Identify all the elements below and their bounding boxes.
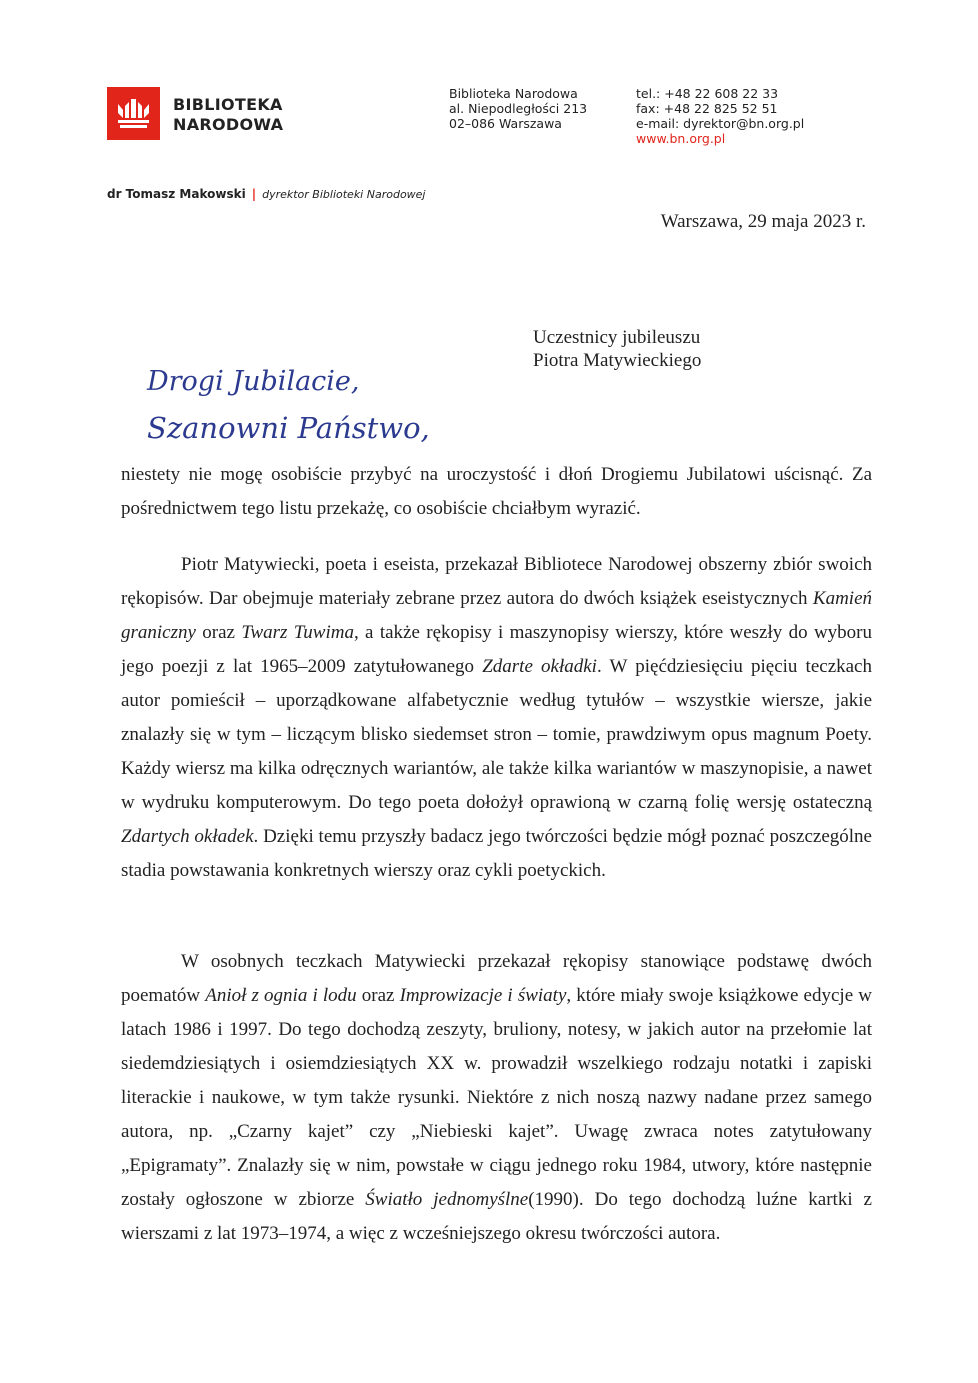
book-title: Twarz Tuwima [241, 622, 354, 643]
paragraph-text: oraz [195, 622, 242, 643]
sender-name: dr Tomasz Makowski [107, 187, 246, 201]
paragraph-text: , które miały swoje książkowe edycje w latach 1986 i 1997. Do tego dochodzą zeszyty, bruliony, notesy, w jakich autor na przełomie lat siedemdziesiątych i osiemdziesiątych XX w. prowadził wszelkiego rodzaju notatki i zapiski literackie i naukowe, w tym także rysunki. Niektóre z nich noszą nazwy nadane przez samego autora, np. „Czarny kajet” czy „Niebieski kajet”. Uwagę zwraca notes zatytułowany „Epigramaty”. Znalazły się w nim, powstałe w ciągu jednego roku 1984, utwory, które następnie zostały ogłoszone w zbiorze [121, 985, 872, 1210]
paragraph-text: . Dzięki temu przyszły badacz jego twórczości będzie mógł poznać poszczególne stadia powstawania konkretnych wierszy oraz cykli poetyckich. [121, 826, 872, 881]
salutation-line1: Drogi Jubilacie, [147, 366, 360, 397]
book-title: Kamień graniczny [121, 588, 872, 643]
book-title: Zdartych okładek [121, 826, 254, 847]
book-title: Improwizacje i światy [399, 985, 567, 1006]
paragraph-donation [121, 548, 872, 888]
library-name-line1: BIBLIOTEKA [173, 95, 283, 114]
address-line: al. Niepodległości 213 [449, 101, 588, 116]
sender-line [107, 187, 426, 201]
fax-number: fax: +48 22 825 52 51 [636, 101, 778, 116]
paragraph-manuscripts [121, 945, 872, 1251]
separator-bar: | [251, 187, 257, 201]
sender-title: dyrektor Biblioteki Narodowej [262, 188, 426, 201]
library-logo-icon [107, 87, 160, 140]
paragraph-text: (1990). Do tego dochodzą luźne kartki z wierszami z lat 1973–1974, a więc z wcześniejszego okresu twórczości autora. [121, 1189, 872, 1244]
recipient-line: Uczestnicy jubileuszu [533, 327, 701, 348]
email-address: e-mail: dyrektor@bn.org.pl [636, 116, 805, 131]
letter-date: Warszawa, 29 maja 2023 r. [660, 211, 866, 232]
contact-info [636, 86, 804, 146]
paragraph-text: W osobnych teczkach Matywiecki przekazał rękopisy stanowiące podstawę dwóch poematów [121, 951, 872, 1006]
phone-number: tel.: +48 22 608 22 33 [636, 86, 779, 101]
book-title: Anioł z ognia i lodu [205, 985, 357, 1006]
address-line: 02–086 Warszawa [449, 116, 562, 131]
book-title: Światło jednomyślne [365, 1189, 529, 1210]
paragraph-text: oraz [356, 985, 400, 1006]
library-name-line2: NARODOWA [173, 115, 284, 134]
book-title: Zdarte okładki [482, 656, 597, 677]
paragraph-text: . W pięćdziesięciu pięciu teczkach autor pomieścił – uporządkowane alfabetycznie według tytułów – wszystkie wiersze, jakie znalazły się w tym – liczącym blisko siedemset stron – tomie, prawdziwym opus magnum Poety. Każdy wiersz ma kilka odręcznych wariantów, ale także kilka wariantów w maszynopisie, a nawet w wydruku komputerowym. Do tego poeta dołożył oprawioną w czarną folię wersję ostateczną [121, 656, 872, 813]
library-name [173, 95, 283, 135]
salutation-line2: Szanowni Państwo, [147, 411, 430, 445]
paragraph-text: Piotr Matywiecki, poeta i eseista, przekazał Bibliotece Narodowej obszerny zbiór swoich rękopisów. Dar obejmuje materiały zebrane przez autora do dwóch książek eseistycznych [121, 554, 872, 609]
paragraph-intro: niestety nie mogę osobiście przybyć na uroczystość i dłoń Drogiemu Jubilatowi uścisnąć. Za pośrednictwem tego listu przekażę, co osobiście chciałbym wyrazić. [121, 464, 872, 519]
postal-address [449, 86, 587, 131]
website-link[interactable]: www.bn.org.pl [636, 131, 726, 146]
paragraph-text: , a także rękopisy i maszynopisy wierszy, które weszły do wyboru jego poezji z lat 1965–2009 zatytułowanego [121, 622, 872, 677]
address-line: Biblioteka Narodowa [449, 86, 578, 101]
recipient-line: Piotra Matywieckiego [533, 350, 702, 371]
handwritten-salutation [143, 338, 563, 453]
